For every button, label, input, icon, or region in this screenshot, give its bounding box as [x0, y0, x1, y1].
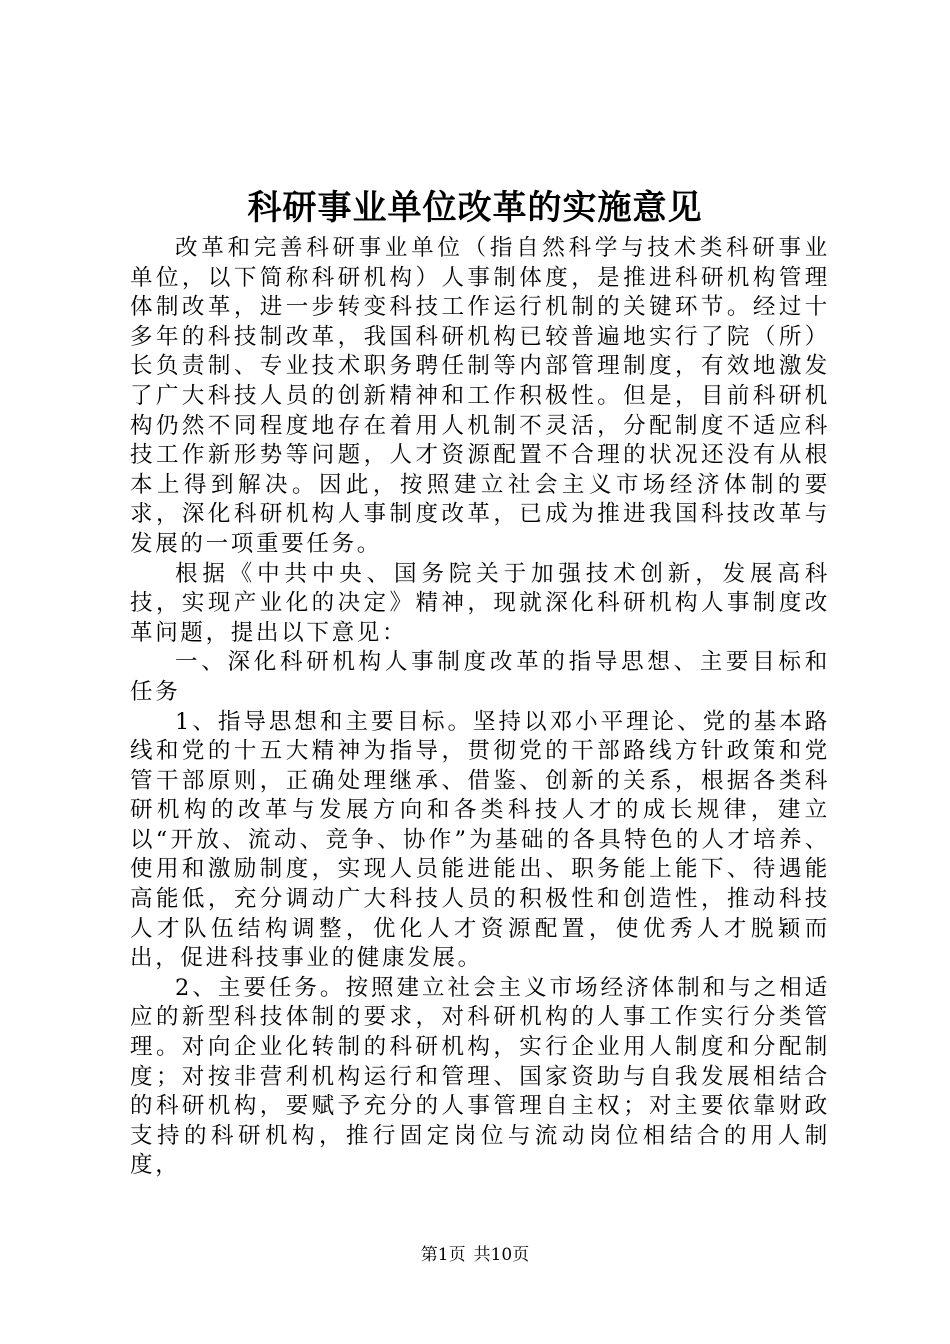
document-body	[130, 234, 830, 1181]
paragraph-intro: 改革和完善科研事业单位（指自然科学与技术类科研事业单位，以下简称科研机构）人事制体度，是推进科研机构管理体制改革，进一步转变科技工作运行机制的关键环节。经过十多年的科技制改革，我国科研机构已较普遍地实行了院（所）长负责制、专业技术职务聘任制等内部管理制度，有效地激发了广大科技人员的创新精神和工作积极性。但是，目前科研机构仍然不同程度地存在着用人机制不灵活，分配制度不适应科技工作新形势等问题，人才资源配置不合理的状况还没有从根本上得到解决。因此，按照建立社会主义市场经济体制的要求，深化科研机构人事制度改革，已成为推进我国科技改革与发展的一项重要任务。	[130, 235, 830, 557]
paragraph-main-tasks: 2、主要任务。按照建立社会主义市场经济体制和与之相适应的新型科技体制的要求，对科研机构的人事工作实行分类管理。对向企业化转制的科研机构，实行企业用人制度和分配制度；对按非营利机构运行和管理、国家资助与自我发展相结合的科研机构，要赋予充分的人事管理自主权；对主要依靠财政支持的科研机构，推行固定岗位与流动岗位相结合的用人制度，	[130, 974, 830, 1179]
page-total: 共10页	[473, 1245, 530, 1265]
paragraph-basis: 根据《中共中央、国务院关于加强技术创新，发展高科技，实现产业化的决定》精神，现就深化科研机构人事制度改革问题，提出以下意见：	[130, 560, 830, 646]
paragraph-guiding-thought: 1、指导思想和主要目标。坚持以邓小平理论、党的基本路线和党的十五大精神为指导，贯彻党的干部路线方针政策和党管干部原则，正确处理继承、借鉴、创新的关系，根据各类科研机构的改革与发展方向和各类科技人才的成长规律，建立以“开放、流动、竞争、协作”为基础的各具特色的人才培养、使用和激励制度，实现人员能进能出、职务能上能下、待遇能高能低，充分调动广大科技人员的积极性和创造性，推动科技人才队伍结构调整，优化人才资源配置，使优秀人才脱颖而出，促进科技事业的健康发展。	[130, 708, 830, 972]
page-number: 第1页	[420, 1245, 466, 1265]
page-footer	[0, 1243, 950, 1267]
section-heading-1: 一、深化科研机构人事制度改革的指导思想、主要目标和任务	[130, 649, 830, 705]
document-title: 科研事业单位改革的实施意见	[247, 188, 703, 228]
